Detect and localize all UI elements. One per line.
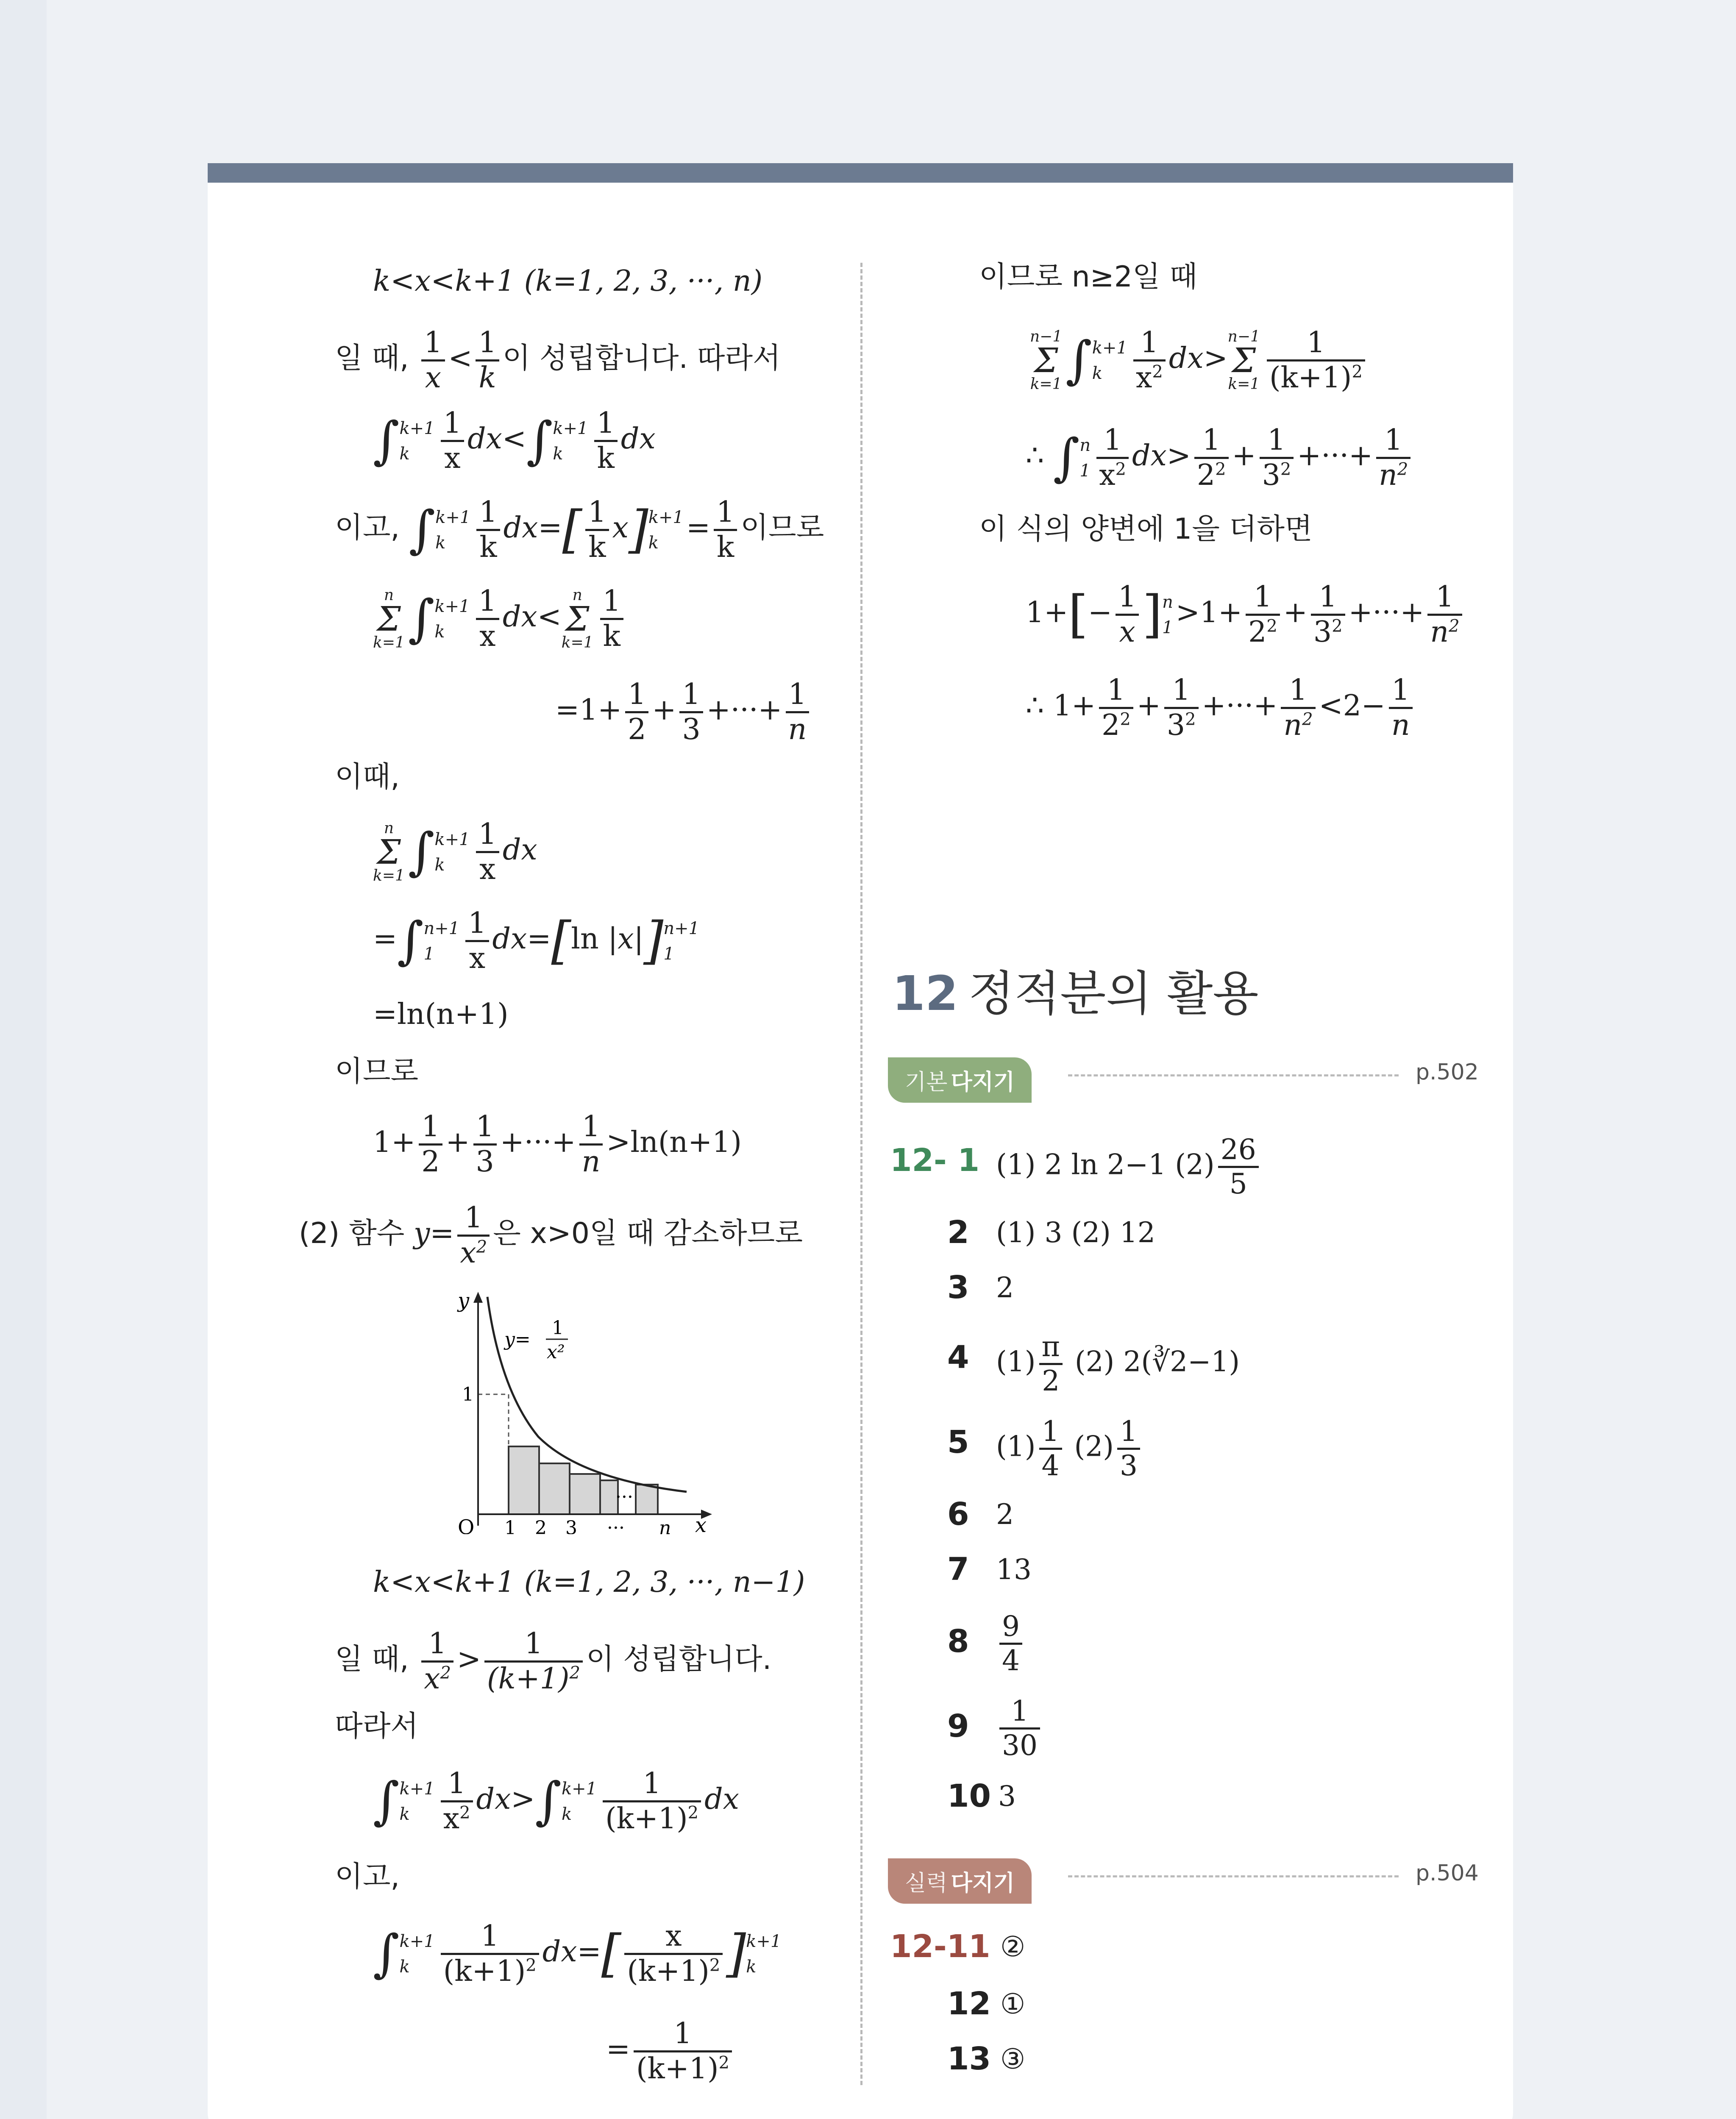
integral-eval-1: 이고, ∫k+1 k $\frac{1}{k}$ dx=[ $\frac{1}{k}$ x]k+1 k = $\frac{1}{k}$ 이므로 (335, 495, 824, 565)
log-result: =ln(n+1) (373, 998, 509, 1031)
answer-value: 13 (996, 1553, 1032, 1586)
answer-id: 3 (947, 1269, 969, 1306)
integral-log: =∫n+1 1 $\frac{1}{x}$ dx=[ln |x|]n+1 1 (373, 907, 700, 976)
answer-value: 2 (996, 1271, 1014, 1304)
integral-inequality-1: ∫k+1 k $\frac{1}{x}$ dx<∫k+1 k $\frac{1}{k}$ dx (373, 406, 656, 476)
column-divider (860, 263, 862, 2085)
sum-integral: n Σ k=1∫k+1 k $\frac{1}{x}$ dx (373, 818, 537, 887)
text-ittae: 이때, (335, 760, 400, 794)
text-ttaraseo: 따라서 (335, 1710, 419, 1743)
curve-label (504, 1317, 568, 1363)
basic-dash-line (1068, 1074, 1399, 1076)
y-axis-label: y (458, 1289, 470, 1313)
inequality-line-1: 일 때, $\frac{1}{x}$ < $\frac{1}{k}$ 이 성립합니다. 따라서 (335, 326, 781, 395)
condition-line-1: k<x<k+1 (k=1, 2, 3, ···, n) (373, 264, 763, 298)
answer-value: ① (1000, 1988, 1026, 2020)
x-axis-label: x (695, 1513, 707, 1534)
tick-2: 2 (535, 1517, 547, 1534)
tick-n: n (659, 1517, 671, 1534)
basic-section-tag: 기본 다지기 (888, 1057, 1032, 1103)
answer-id: 12-11 (890, 1928, 990, 1965)
sum-inequality-1: n Σ k=1∫k+1 k $\frac{1}{x}$ dx<n Σ k=1 $\frac{1}{k}$ (373, 585, 627, 653)
page-edge (0, 0, 47, 2119)
answer-value: (1) $\frac{1}{4}$ (2) $\frac{1}{3}$ (996, 1415, 1143, 1482)
answer-id: 12- 1 (890, 1142, 979, 1179)
answer-id: 4 (947, 1339, 969, 1376)
part2-intro: (2) 함수 y= $\frac{1}{x^2}$ 은 x>0일 때 감소하므로 (299, 1201, 803, 1270)
tick-dots: ··· (607, 1517, 625, 1534)
answer-value: (1) 3 (2) 12 (996, 1216, 1155, 1249)
answer-value: 2 (996, 1498, 1014, 1531)
answer-id: 5 (947, 1424, 969, 1460)
origin-label: O (458, 1516, 475, 1534)
harmonic-log-inequality: 1+ $\frac{1}{2}$ + $\frac{1}{3}$ +···+ $\frac{1}{n}$ >ln(n+1) (373, 1110, 742, 1179)
y-one-label: 1 (462, 1384, 474, 1405)
answer-id: 6 (947, 1496, 969, 1532)
answer-value: 3 (998, 1780, 1016, 1813)
svg-text:1: 1 (552, 1317, 564, 1339)
tick-3: 3 (565, 1517, 577, 1534)
text-igo: 이고, (335, 1860, 400, 1894)
answer-value: (1) 2 ln 2−1 (2) $\frac{26}{5}$ (996, 1134, 1262, 1200)
svg-text:y=: y= (504, 1329, 531, 1350)
integral-inequality-2: ∫k+1 k $\frac{1}{x^2}$ dx>∫k+1 k $\frac{1}{(k+1)^2}$ dx (373, 1767, 739, 1836)
therefore-line-2: ∴ 1+ $\frac{1}{2^2}$ + $\frac{1}{3^2}$ +···+ $\frac{1}{n^2}$ <2− $\frac{1}{n}$ (1026, 674, 1416, 742)
right-line-4: 이 식의 양변에 1을 더하면 (979, 512, 1313, 546)
inequality-line-2: 일 때, $\frac{1}{x^2}$ > $\frac{1}{(k+1)^2}$ 이 성립합니다. (335, 1627, 772, 1696)
answer-id: 8 (947, 1623, 969, 1660)
advanced-dash-line (1068, 1875, 1399, 1877)
answer-value: $\frac{9}{4}$ (996, 1610, 1026, 1677)
answer-id: 10 (947, 1778, 991, 1814)
answer-value: ③ (1000, 2043, 1026, 2075)
harmonic-sum-1: =1+ $\frac{1}{2}$ + $\frac{1}{3}$ +···+ $\frac{1}{n}$ (555, 678, 812, 746)
decreasing-curve-graph (441, 1288, 721, 1534)
svg-text:x²: x² (547, 1341, 565, 1363)
text-imeuro: 이므로 (335, 1055, 419, 1088)
integral-eval-2: ∫k+1 k $\frac{1}{(k+1)^2}$ dx=[ $\frac{x}{(k+1)^2}$ ]k+1 k (373, 1919, 782, 1988)
answer-id: 12 (947, 1986, 991, 2022)
integral-result-2: = $\frac{1}{(k+1)^2}$ (606, 2017, 735, 2086)
answer-value: $\frac{1}{30}$ (996, 1695, 1043, 1762)
basic-page-ref: p.502 (1416, 1060, 1479, 1085)
answer-value: ② (1000, 1930, 1026, 1963)
rect-dots: ··· (615, 1486, 633, 1508)
right-line-1: 이므로 n≥2일 때 (979, 260, 1198, 294)
answer-value: (1) $\frac{\pi}{2}$ (2) 2(∛2−1) (996, 1330, 1240, 1397)
answer-id: 9 (947, 1708, 969, 1744)
riemann-rectangles (509, 1446, 658, 1514)
answer-id: 2 (947, 1214, 969, 1251)
header-bar (208, 163, 1513, 183)
sum-integral-inequality: n−1 Σ k=1∫k+1 k $\frac{1}{x^2}$ dx>n−1 Σ k=1 $\frac{1}{(k+1)^2}$ (1030, 326, 1369, 395)
therefore-line-1: ∴ ∫n 1 $\frac{1}{x^2}$ dx> $\frac{1}{2^2}$ + $\frac{1}{3^2}$ +···+ $\frac{1}{n^2}$ (1026, 424, 1414, 492)
chapter-heading: 12 정적분의 활용 (892, 966, 1259, 1021)
answer-id: 7 (947, 1551, 969, 1588)
answer-id: 13 (947, 2041, 991, 2077)
condition-line-2: k<x<k+1 (k=1, 2, 3, ···, n−1) (373, 1566, 805, 1599)
tick-1: 1 (504, 1517, 516, 1534)
add-one-line: 1+[− $\frac{1}{x}$ ]n 1>1+ $\frac{1}{2^2}$ + $\frac{1}{3^2}$ +···+ $\frac{1}{n^2}$ (1026, 581, 1466, 649)
advanced-page-ref: p.504 (1416, 1860, 1479, 1886)
advanced-section-tag: 실력 다지기 (888, 1858, 1032, 1904)
